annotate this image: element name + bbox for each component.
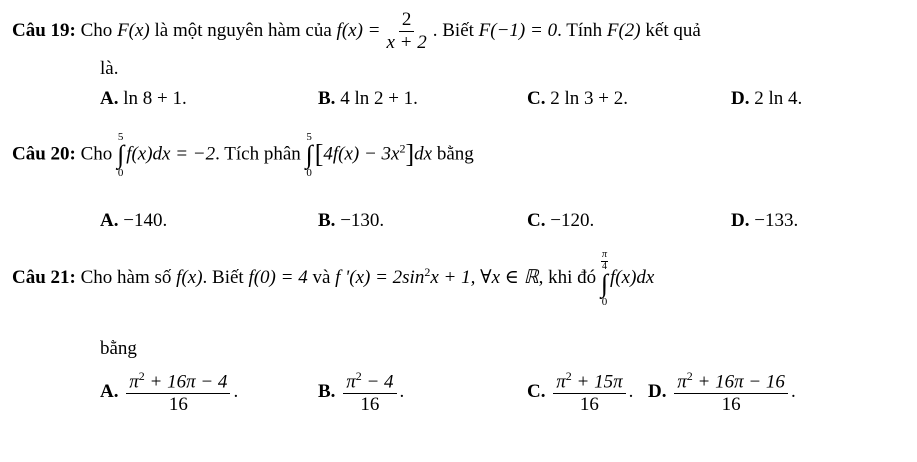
- q19-option-d[interactable]: [731, 88, 802, 110]
- integral-upper-limit: 5: [306, 131, 312, 143]
- q21-derivative-tail: x + 1, ∀x ∈ ℝ: [430, 267, 539, 289]
- q19-fraction: [383, 10, 429, 53]
- q19-option-b[interactable]: [318, 88, 418, 110]
- q21-line1: [12, 250, 654, 308]
- option-value: −120.: [550, 210, 595, 231]
- q19-label: Câu 19:: [12, 19, 76, 41]
- option-letter: D.: [731, 88, 750, 109]
- option-value: −140.: [123, 210, 168, 231]
- q20-integral2-body: 4f(x) − 3x: [323, 143, 400, 165]
- q20-option-a[interactable]: [100, 210, 167, 232]
- option-letter: C.: [527, 380, 546, 402]
- option-letter: B.: [318, 380, 336, 402]
- q21-option-b[interactable]: B. $\frac{\pi^2 - 4}{16}$ .: [318, 369, 405, 416]
- q19-text3: . Biết: [432, 19, 474, 41]
- integral-lower-limit: 0: [117, 166, 124, 179]
- option-letter: D.: [648, 380, 667, 402]
- q19-text2: là một nguyên hàm của: [154, 19, 332, 41]
- q20-option-b[interactable]: [318, 210, 384, 232]
- q21-text5: bằng: [100, 338, 137, 359]
- q20-dx: dx: [414, 143, 433, 165]
- integral-upper-limit: 5: [117, 131, 124, 143]
- option-fraction: $\frac{\pi^2 + 16\pi - 16}{16}$: [674, 370, 788, 415]
- q21-option-a[interactable]: A. $\frac{\pi^2 + 16\pi - 4}{16}$ .: [100, 369, 239, 416]
- option-value: ln 8 + 1.: [123, 88, 187, 109]
- q20-option-d[interactable]: [731, 210, 798, 232]
- exponent: 2: [424, 264, 431, 279]
- q20-option-c[interactable]: [527, 210, 594, 232]
- q19-condition: F(−1) = 0: [478, 19, 558, 41]
- q19-F-x: F(x): [117, 19, 150, 41]
- q20-label: Câu 20:: [12, 143, 76, 165]
- q20-text2: . Tích phân: [215, 143, 301, 165]
- q19-text1: Cho: [80, 19, 113, 41]
- q21-derivative: f '(x) = 2sin: [335, 267, 425, 289]
- q21-label: Câu 21:: [12, 267, 76, 289]
- q19-F2: F(2): [606, 19, 641, 41]
- q21-text3: và: [312, 267, 331, 289]
- q20-line1: [12, 132, 474, 179]
- q20-integral1-body: f(x)dx = −2: [126, 143, 216, 165]
- option-value: 4 ln 2 + 1.: [340, 88, 418, 109]
- q21-text2: . Biết: [202, 267, 244, 289]
- close-bracket: ]: [405, 139, 415, 169]
- q21-option-d[interactable]: D. $\frac{\pi^2 + 16\pi - 16}{16}$ .: [648, 369, 796, 416]
- q20-text3: bằng: [436, 143, 474, 165]
- integral-lower-limit: 0: [306, 166, 312, 179]
- option-letter: C.: [527, 88, 546, 109]
- integral-upper-limit: $\frac{\pi}{4}$: [601, 249, 607, 272]
- q19-option-c[interactable]: [527, 88, 628, 110]
- q21-line2: [100, 338, 137, 360]
- option-fraction: $\frac{\pi^2 - 4}{16}$: [343, 370, 396, 415]
- q19-text5: kết quả: [645, 19, 701, 41]
- option-letter: A.: [100, 380, 119, 402]
- q20-text1: Cho: [80, 143, 113, 165]
- integral-sign: 5 ∫ 0: [117, 131, 125, 179]
- open-bracket: [: [314, 139, 324, 169]
- q19-f-x-eq: f(x) =: [336, 19, 381, 41]
- q19-frac-num: 2: [399, 10, 415, 32]
- q21-f-x: f(x): [176, 267, 203, 289]
- q19-option-a[interactable]: [100, 88, 187, 110]
- q21-condition: f(0) = 4: [248, 267, 308, 289]
- option-fraction: $\frac{\pi^2 + 15\pi}{16}$: [553, 370, 625, 415]
- q21-text1: Cho hàm số: [80, 267, 172, 289]
- option-value: 2 ln 4.: [754, 88, 803, 109]
- integral-sign: 5 ∫ 0: [305, 131, 313, 179]
- option-letter: A.: [100, 88, 119, 109]
- option-letter: A.: [100, 210, 119, 231]
- option-fraction: $\frac{\pi^2 + 16\pi - 4}{16}$: [126, 370, 230, 415]
- q19-frac-den: x + 2: [386, 31, 427, 53]
- q21-option-c[interactable]: C. $\frac{\pi^2 + 15\pi}{16}$ .: [527, 369, 634, 416]
- q19-text6: là.: [100, 58, 119, 79]
- option-letter: D.: [731, 210, 750, 231]
- option-value: −133.: [754, 210, 799, 231]
- option-letter: C.: [527, 210, 546, 231]
- q19-line1: [12, 10, 701, 53]
- integral-lower-limit: 0: [601, 295, 608, 308]
- option-value: −130.: [340, 210, 385, 231]
- q19-text4: . Tính: [557, 19, 603, 41]
- q19-line2: [100, 58, 118, 80]
- integral-sign: $\frac{\pi}{4}$ ∫ 0: [600, 249, 609, 308]
- q21-text4: , khi đó: [538, 267, 597, 289]
- option-letter: B.: [318, 88, 336, 109]
- exponent: 2: [399, 141, 406, 156]
- q21-integral-body: f(x)dx: [610, 267, 655, 289]
- option-letter: B.: [318, 210, 336, 231]
- option-value: 2 ln 3 + 2.: [550, 88, 628, 109]
